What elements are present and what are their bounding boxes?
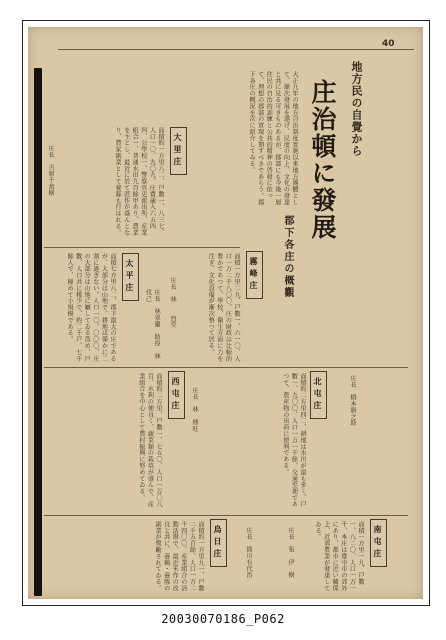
section-divider <box>44 247 240 248</box>
section-divider <box>44 367 408 368</box>
header-rule <box>58 49 414 50</box>
section-chief-taiping: 庄長 林翠蘭 助役 林伐己 <box>144 289 160 360</box>
section-body-wuri: 面積約一方里九一、戸數二千五百餘、人口一万二千四〇〇、産業組合の活動活潑で、最近米作の改良と共に、養鷄・養豚の副業が獎勵されてゐる。 <box>154 521 204 592</box>
section-chief-nantun: 庄長 張 伊 樹 <box>287 527 294 579</box>
section-heading-beitun: 北屯庄 <box>310 371 327 419</box>
section-heading-xitun: 西屯庄 <box>168 371 185 419</box>
section-chief-dali: 庄長 吉原千萬樹 <box>47 145 54 197</box>
article-subtitle: 郡下各庄の概觀 <box>282 215 293 299</box>
section-chief-xitun: 庄長 林 傳旺 <box>191 387 198 432</box>
binding-strip <box>34 68 42 596</box>
section-body-taiping: 面積七方里八二、郡下最大の庄であるが、大部分は山地で、耕地は僅かに二割に過ぎない。人口一〇、〇〇〇、庄の大部分は山地に屬してゐる爲め、戸數、人口共に稀少で、約二千戸、七千餘人で、極めて小規模である。 <box>66 253 116 362</box>
section-heading-wuri: 烏日庄 <box>210 519 227 567</box>
section-heading-taiping: 太平庄 <box>122 253 139 301</box>
section-heading-wufeng: 霧峰庄 <box>246 251 263 299</box>
section-body-dali: 面積約一方里八二、戸數一、八三七、人口一〇、九〇九、庄費歳入六五四四、公學校一、警察官吏派出所、産業組合一、普通水田九百餘甲あり、農業を主とし、最近に於て蔗作が盛んとなり、農家副業として養豚も行はれる。 <box>114 127 164 236</box>
section-body-xitun: 面積約二方里、戸數一、七五〇、人口一万〇八百、水利の便良く、蔬菜類の栽培が盛んで、産業組合を中心として農村振興に努めてゐる。 <box>137 373 162 508</box>
page-number: 40 <box>382 39 395 49</box>
section-heading-nantun: 南屯庄 <box>370 519 387 567</box>
section-divider <box>44 515 408 516</box>
section-heading-dali: 大里庄 <box>170 127 187 175</box>
section-chief-wufeng: 庄長 林 烈堂 <box>169 277 176 329</box>
document-frame <box>22 20 430 606</box>
article-title: 庄治頓に發展 <box>308 79 337 241</box>
section-body-wufeng: 面積一方里二九、戸數一、六一〇、人口一万二千八〇〇、庄の財政は比較的豊かであつて、學校、衛生方面に力を注ぎ、文化設備が漸次整つて居る。 <box>207 253 240 362</box>
archive-id-caption: 20030070186_P062 <box>161 612 285 626</box>
intro-paragraph: 大正九年の地方自治制度實施以來地方團體として、漸次發展を遂げ、民度の向上、文化の發達と共に見る可きものあるが、郡部にも今後一層住民の自治的訓練と公共的精神の啓發に依って、理想の郡部の實現を期すべきであらう。郡下各庄の概況を次に紹介してみる。 <box>248 71 298 206</box>
article-kicker: 地方民の自覺から <box>350 61 363 157</box>
section-body-beitun: 面積約二方里四二、耕地は水田が最も多く、戸數一、九〇〇、人口一万一千餘、交通至便であつて、農産物の出荷に便利である。 <box>281 373 306 508</box>
section-chief-wuri: 庄長 簡川有代治 <box>245 527 252 579</box>
magazine-page <box>28 27 423 599</box>
section-chief-beitun: 庄長 橋本勝之助 <box>349 375 356 427</box>
section-body-nantun: 面積一方里一九、戸數一、八二〇、人口一万一千、本庄は臺中市の郊外にあり、都市に近い關係上、近郊農業が發達してゐる。 <box>314 521 364 592</box>
